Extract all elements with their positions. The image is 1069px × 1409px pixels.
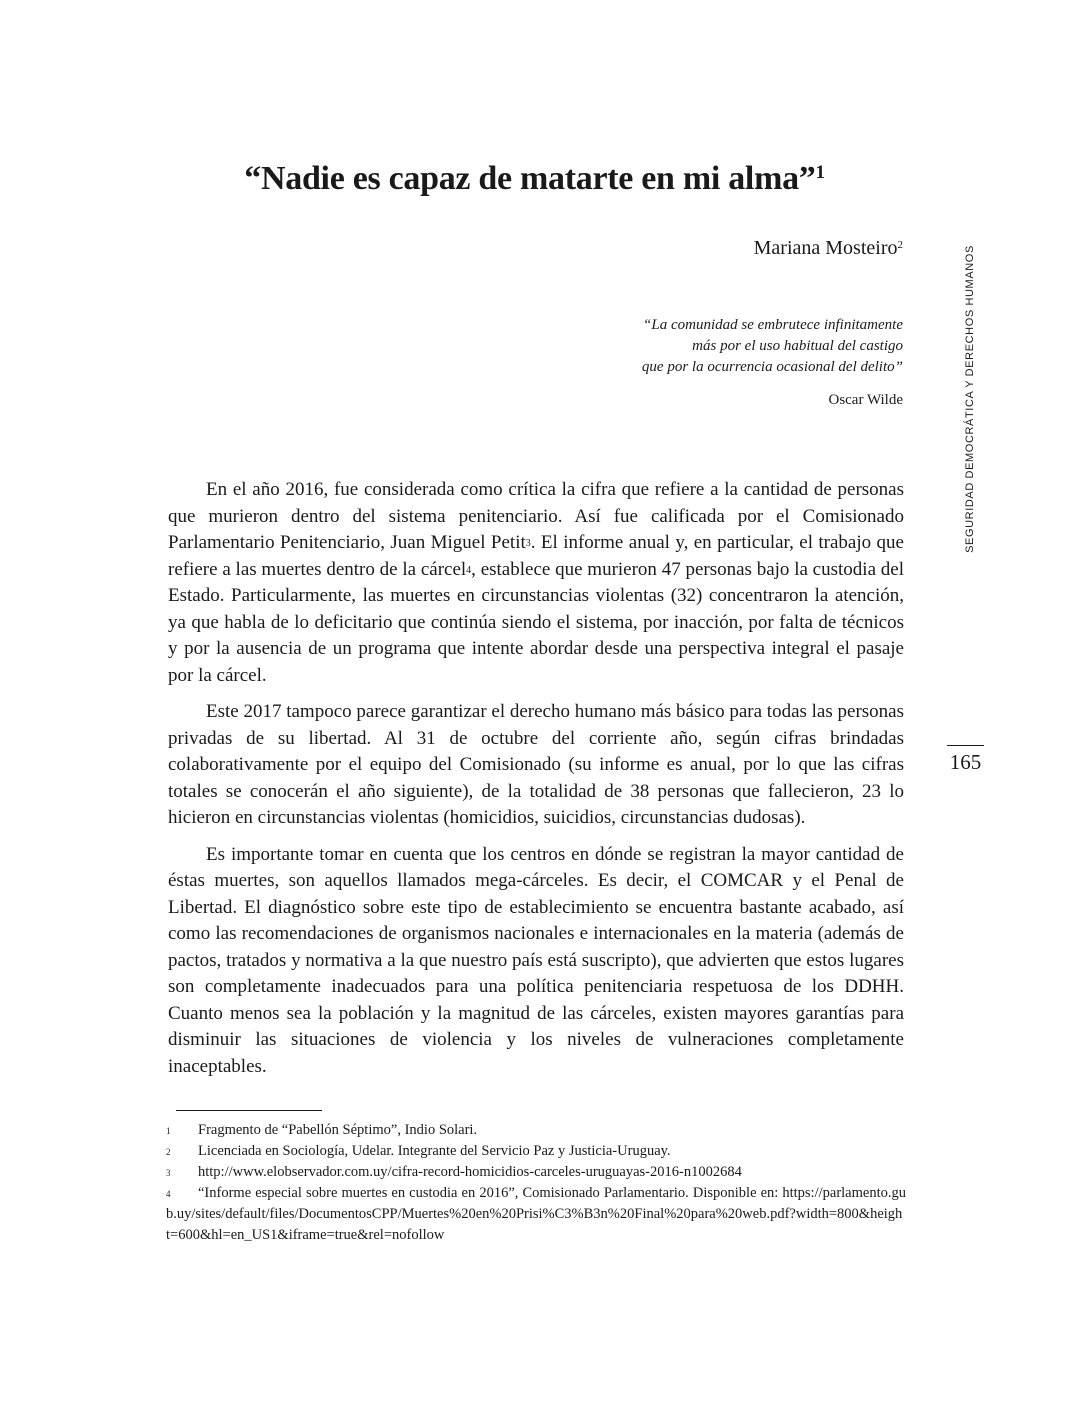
footnote-ref-3[interactable]: 3 xyxy=(525,538,531,549)
paragraph-1 xyxy=(168,477,904,689)
footnote-item xyxy=(166,1162,906,1183)
page-number-rule xyxy=(947,745,984,746)
paragraph-text: , establece que murieron 47 personas bajo la custodia del Estado. Particularmente, las muertes en circunstancias violentas (32) concentraron la atención, ya que habla de lo deficitario que continúa siendo el sistema, por inacción, por falta de técnicos y por la ausencia de un programa que intente abordar desde una perspectiva integral el pasaje por la cárcel. xyxy=(168,558,904,686)
epigraph-quote xyxy=(483,315,903,378)
footnote-separator xyxy=(176,1110,322,1111)
footnotes xyxy=(166,1120,906,1246)
epigraph-attribution: Oscar Wilde xyxy=(828,392,903,408)
footnote-ref-4[interactable]: 4 xyxy=(466,564,472,576)
footnote-number: 4 xyxy=(166,1189,171,1199)
paragraph-3: Es importante tomar en cuenta que los centros en dónde se registran la mayor cantidad de éstas muertes, son aquellos llamados mega-cárceles. Es decir, el COMCAR y el Penal de Libertad. El diagnóstico sobre este tipo de establecimiento se encuentra bastante acabado, así como las recomendaciones de organismos nacionales e internacionales en la materia (además de pactos, tratados y normativa a la que nuestro país está suscripto), que advierten que estos lugares son completamente inadecuados para una política penitenciaria respetuosa de los DDHH. Cuanto menos sea la población y la magnitud de las cárceles, existen mayores garantías para disminuir las situaciones de violencia y los niveles de vulneraciones completamente inaceptables. xyxy=(168,843,904,1077)
footnote-item xyxy=(166,1183,906,1246)
epigraph-line: que por la ocurrencia ocasional del delito” xyxy=(641,359,903,375)
footnote-number: 1 xyxy=(166,1126,171,1136)
article-title xyxy=(0,160,1069,198)
footnote-text[interactable]: “Informe especial sobre muertes en custodia en 2016”, Comisionado Parlamentario. Disponible en: https://parlamento.gub.uy/sites/default/files/DocumentosCPP/Muertes%20en%20Prisi%C3%B3n%20Final%20para%20web.pdf?width=800&height=600&hl=en_US1&iframe=true&rel=nofollow xyxy=(166,1185,906,1243)
footnote-ref-1[interactable]: 1 xyxy=(815,162,825,183)
epigraph-line: más por el uso habitual del castigo xyxy=(692,338,903,354)
epigraph-line: “La comunidad se embrutece infinitamente xyxy=(643,317,903,333)
footnote-number: 2 xyxy=(166,1147,171,1157)
footnote-link[interactable]: http://www.elobservador.com.uy/cifra-record-homicidios-carceles-uruguayas-2016-n1002684 xyxy=(198,1164,742,1180)
article-body xyxy=(168,477,904,1090)
paragraph-2: Este 2017 tampoco parece garantizar el derecho humano más básico para todas las personas privadas de su libertad. Al 31 de octubre del corriente año, según cifras brindadas colaborativamente por el equipo del Comisionado (su informe es anual, por lo que las cifras totales se conocerán el año siguiente), de la totalidad de 38 personas que fallecieron, 23 lo hicieron en circunstancias violentas (homicidios, suicidios, circunstancias dudosas). xyxy=(168,701,904,828)
footnote-item xyxy=(166,1141,906,1162)
paragraph-text: En el año 2016, fue considerada como crítica la cifra que refiere a la cantidad de personas que murieron dentro del sistema penitenciario. Así fue calificada por el Comisionado Parlamentario Penitenciario, Juan Miguel Petit xyxy=(168,479,904,553)
author-text: Mariana Mosteiro xyxy=(753,237,898,259)
running-head: SEGURIDAD DEMOCRÁTICA Y DERECHOS HUMANOS xyxy=(964,245,976,553)
paragraph-text: . El informe anual y, en particular, el trabajo que refiere a las muertes dentro de la cárcel xyxy=(168,532,904,580)
page-number: 165 xyxy=(949,750,982,774)
footnote-text: Fragmento de “Pabellón Séptimo”, Indio Solari. xyxy=(198,1122,478,1138)
footnote-text: Licenciada en Sociología, Udelar. Integrante del Servicio Paz y Justicia-Uruguay. xyxy=(198,1143,671,1159)
title-text: “Nadie es capaz de matarte en mi alma” xyxy=(244,160,816,197)
footnote-number: 3 xyxy=(166,1168,171,1178)
footnote-item xyxy=(166,1120,906,1141)
author-name xyxy=(754,237,903,260)
footnote-ref-2[interactable]: 2 xyxy=(897,239,903,251)
